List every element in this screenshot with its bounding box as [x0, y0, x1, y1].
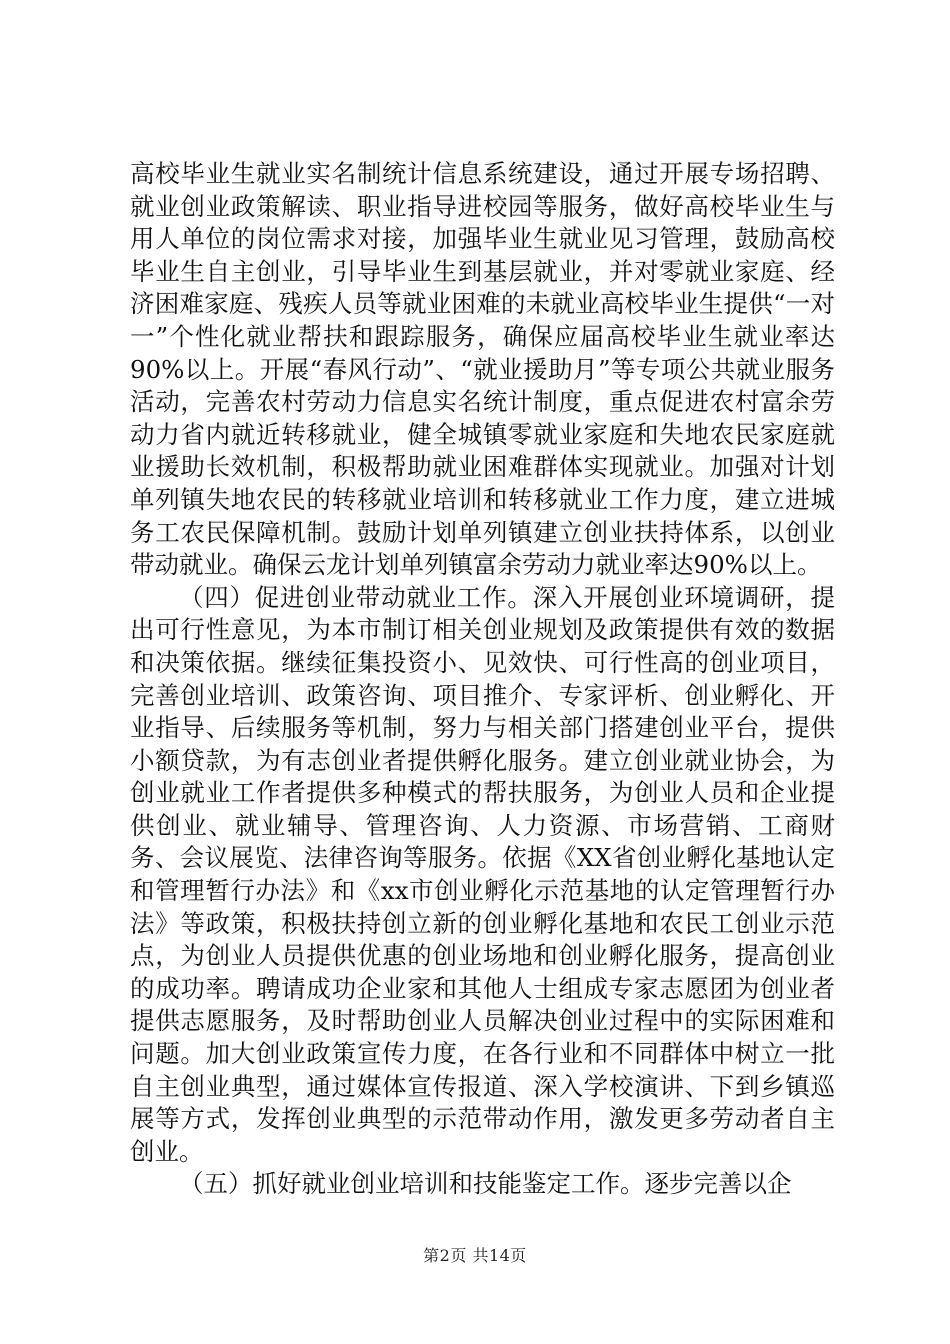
- page-number-footer: 第2页 共14页: [423, 1246, 527, 1265]
- paragraph-section-4: （四）促进创业带动就业工作。深入开展创业环境调研，提出可行性意见，为本市制订相关创业规划及政策提供有效的数据和决策依据。继续征集投资小、见效快、可行性高的创业项目，完善创业培训、政策咨询、项目推介、专家评析、创业孵化、开业指导、后续服务等机制，努力与相关部门搭建创业平台，提供小额贷款，为有志创业者提供孵化服务。建立创业就业协会，为创业就业工作者提供多种模式的帮扶服务，为创业人员和企业提供创业、就业辅导、管理咨询、人力资源、市场营销、工商财务、会议展览、法律咨询等服务。依据《XX省创业孵化基地认定和管理暂行办法》和《xx市创业孵化示范基地的认定管理暂行办法》等政策，积极扶持创立新的创业孵化基地和农民工创业示范点，为创业人员提供优惠的创业场地和创业孵化服务，提高创业的成功率。聘请成功企业家和其他人士组成专家志愿团为创业者提供志愿服务，及时帮助创业人员解决创业过程中的实际困难和问题。加大创业政策宣传力度，在各行业和不同群体中树立一批自主创业典型，通过媒体宣传报道、深入学校演讲、下到乡镇巡展等方式，发挥创业典型的示范带动作用，激发更多劳动者自主创业。: [130, 582, 835, 1166]
- document-body: [130, 158, 835, 1201]
- paragraph-section-5: （五）抓好就业创业培训和技能鉴定工作。逐步完善以企: [179, 1169, 792, 1199]
- paragraph-continued: 高校毕业生就业实名制统计信息系统建设，通过开展专场招聘、就业创业政策解读、职业指导进校园等服务，做好高校毕业生与用人单位的岗位需求对接，加强毕业生就业见习管理，鼓励高校毕业生自主创业，引导毕业生到基层就业，并对零就业家庭、经济困难家庭、残疾人员等就业困难的未就业高校毕业生提供“一对一”个性化就业帮扶和跟踪服务，确保应届高校毕业生就业率达90%以上。开展“春风行动”、“就业援助月”等专项公共就业服务活动，完善农村劳动力信息实名统计制度，重点促进农村富余劳动力省内就近转移就业，健全城镇零就业家庭和失地农民家庭就业援助长效机制，积极帮助就业困难群体实现就业。加强对计划单列镇失地农民的转移就业培训和转移就业工作力度，建立进城务工农民保障机制。鼓励计划单列镇建立创业扶持体系，以创业带动就业。确保云龙计划单列镇富余劳动力就业率达90%以上。: [130, 159, 835, 580]
